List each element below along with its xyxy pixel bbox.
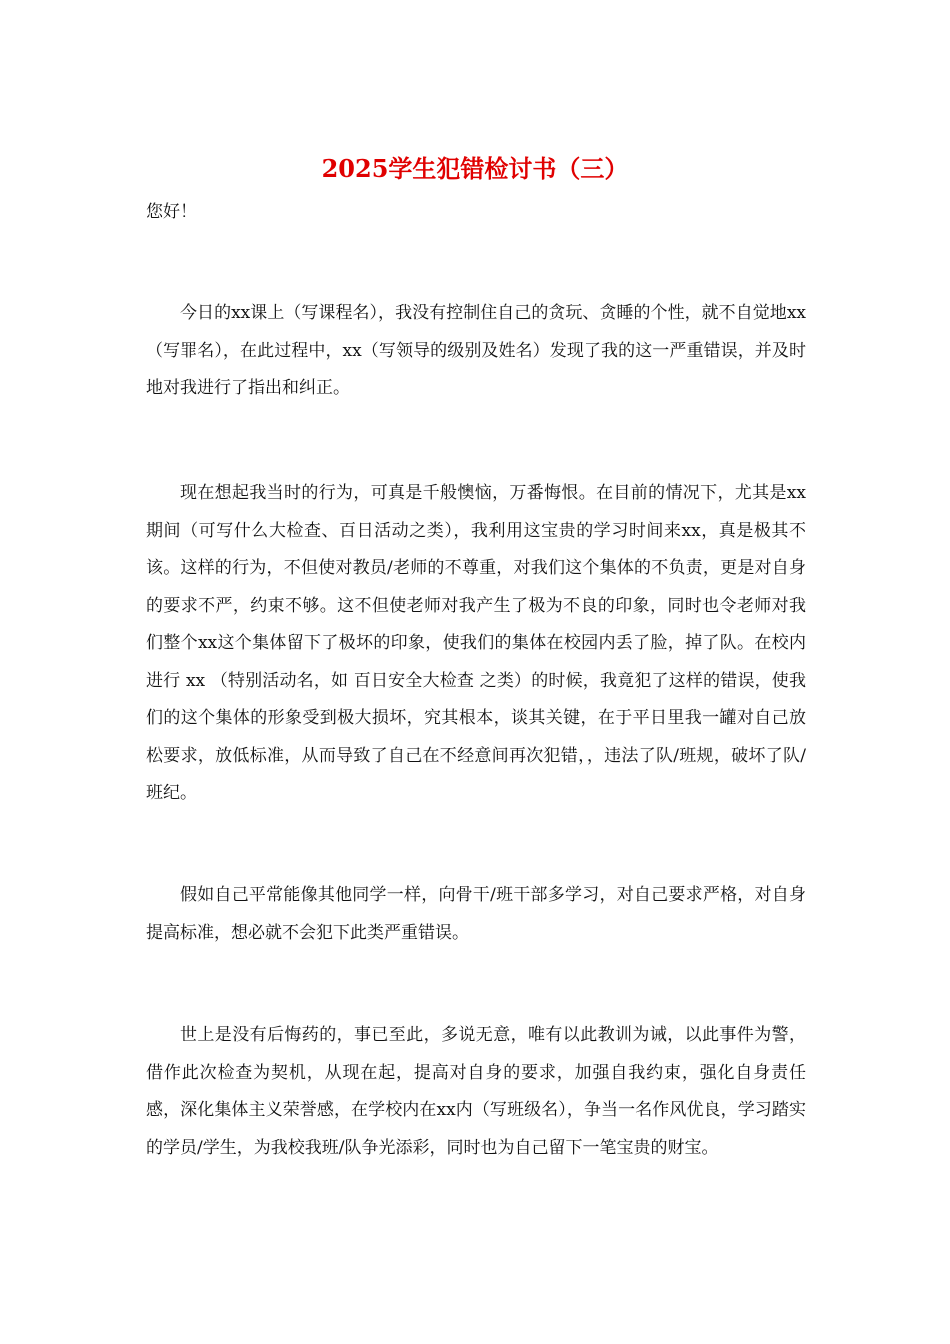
paragraph-3: 假如自己平常能像其他同学一样，向骨干/班干部多学习，对自己要求严格，对自身提高标准，想必就不会犯下此类严重错误。 bbox=[146, 885, 806, 943]
document-title: 2025学生犯错检讨书（三） bbox=[321, 154, 629, 183]
paragraph-1: 今日的xx课上（写课程名），我没有控制住自己的贪玩、贪睡的个性，就不自觉地xx（写罪名），在此过程中，xx（写领导的级别及姓名）发现了我的这一严重错误，并及时地对我进行了指出和纠正。 bbox=[146, 303, 806, 398]
paragraph-4: 世上是没有后悔药的，事已至此，多说无意，唯有以此教训为诫，以此事件为警，借作此次检查为契机，从现在起，提高对自身的要求，加强自我约束，强化自身责任感，深化集体主义荣誉感，在学校内在xx内（写班级名），争当一名作风优良，学习踏实的学员/学生，为我校我班/队争光添彩，同时也为自己留下一笔宝贵的财宝。 bbox=[146, 1025, 806, 1158]
greeting: 您好！ bbox=[146, 202, 197, 222]
paragraph-2: 现在想起我当时的行为，可真是千般懊恼，万番悔恨。在目前的情况下，尤其是xx期间（可写什么大检查、百日活动之类），我利用这宝贵的学习时间来xx，真是极其不该。这样的行为，不但使对教员/老师的不尊重，对我们这个集体的不负责，更是对自身的要求不严，约束不够。这不但使老师对我产生了极为不良的印象，同时也令老师对我们整个xx这个集体留下了极坏的印象，使我们的集体在校园内丢了脸，掉了队。在校内进行 xx （特别活动名，如 百日安全大检查 之类）的时候，我竟犯了这样的错误，使我们的这个集体的形象受到极大损坏，究其根本，谈其关键，在于平日里我一罐对自己放松要求，放低标准，从而导致了自己在不经意间再次犯错，，违法了队/班规，破坏了队/班纪。 bbox=[146, 483, 806, 803]
